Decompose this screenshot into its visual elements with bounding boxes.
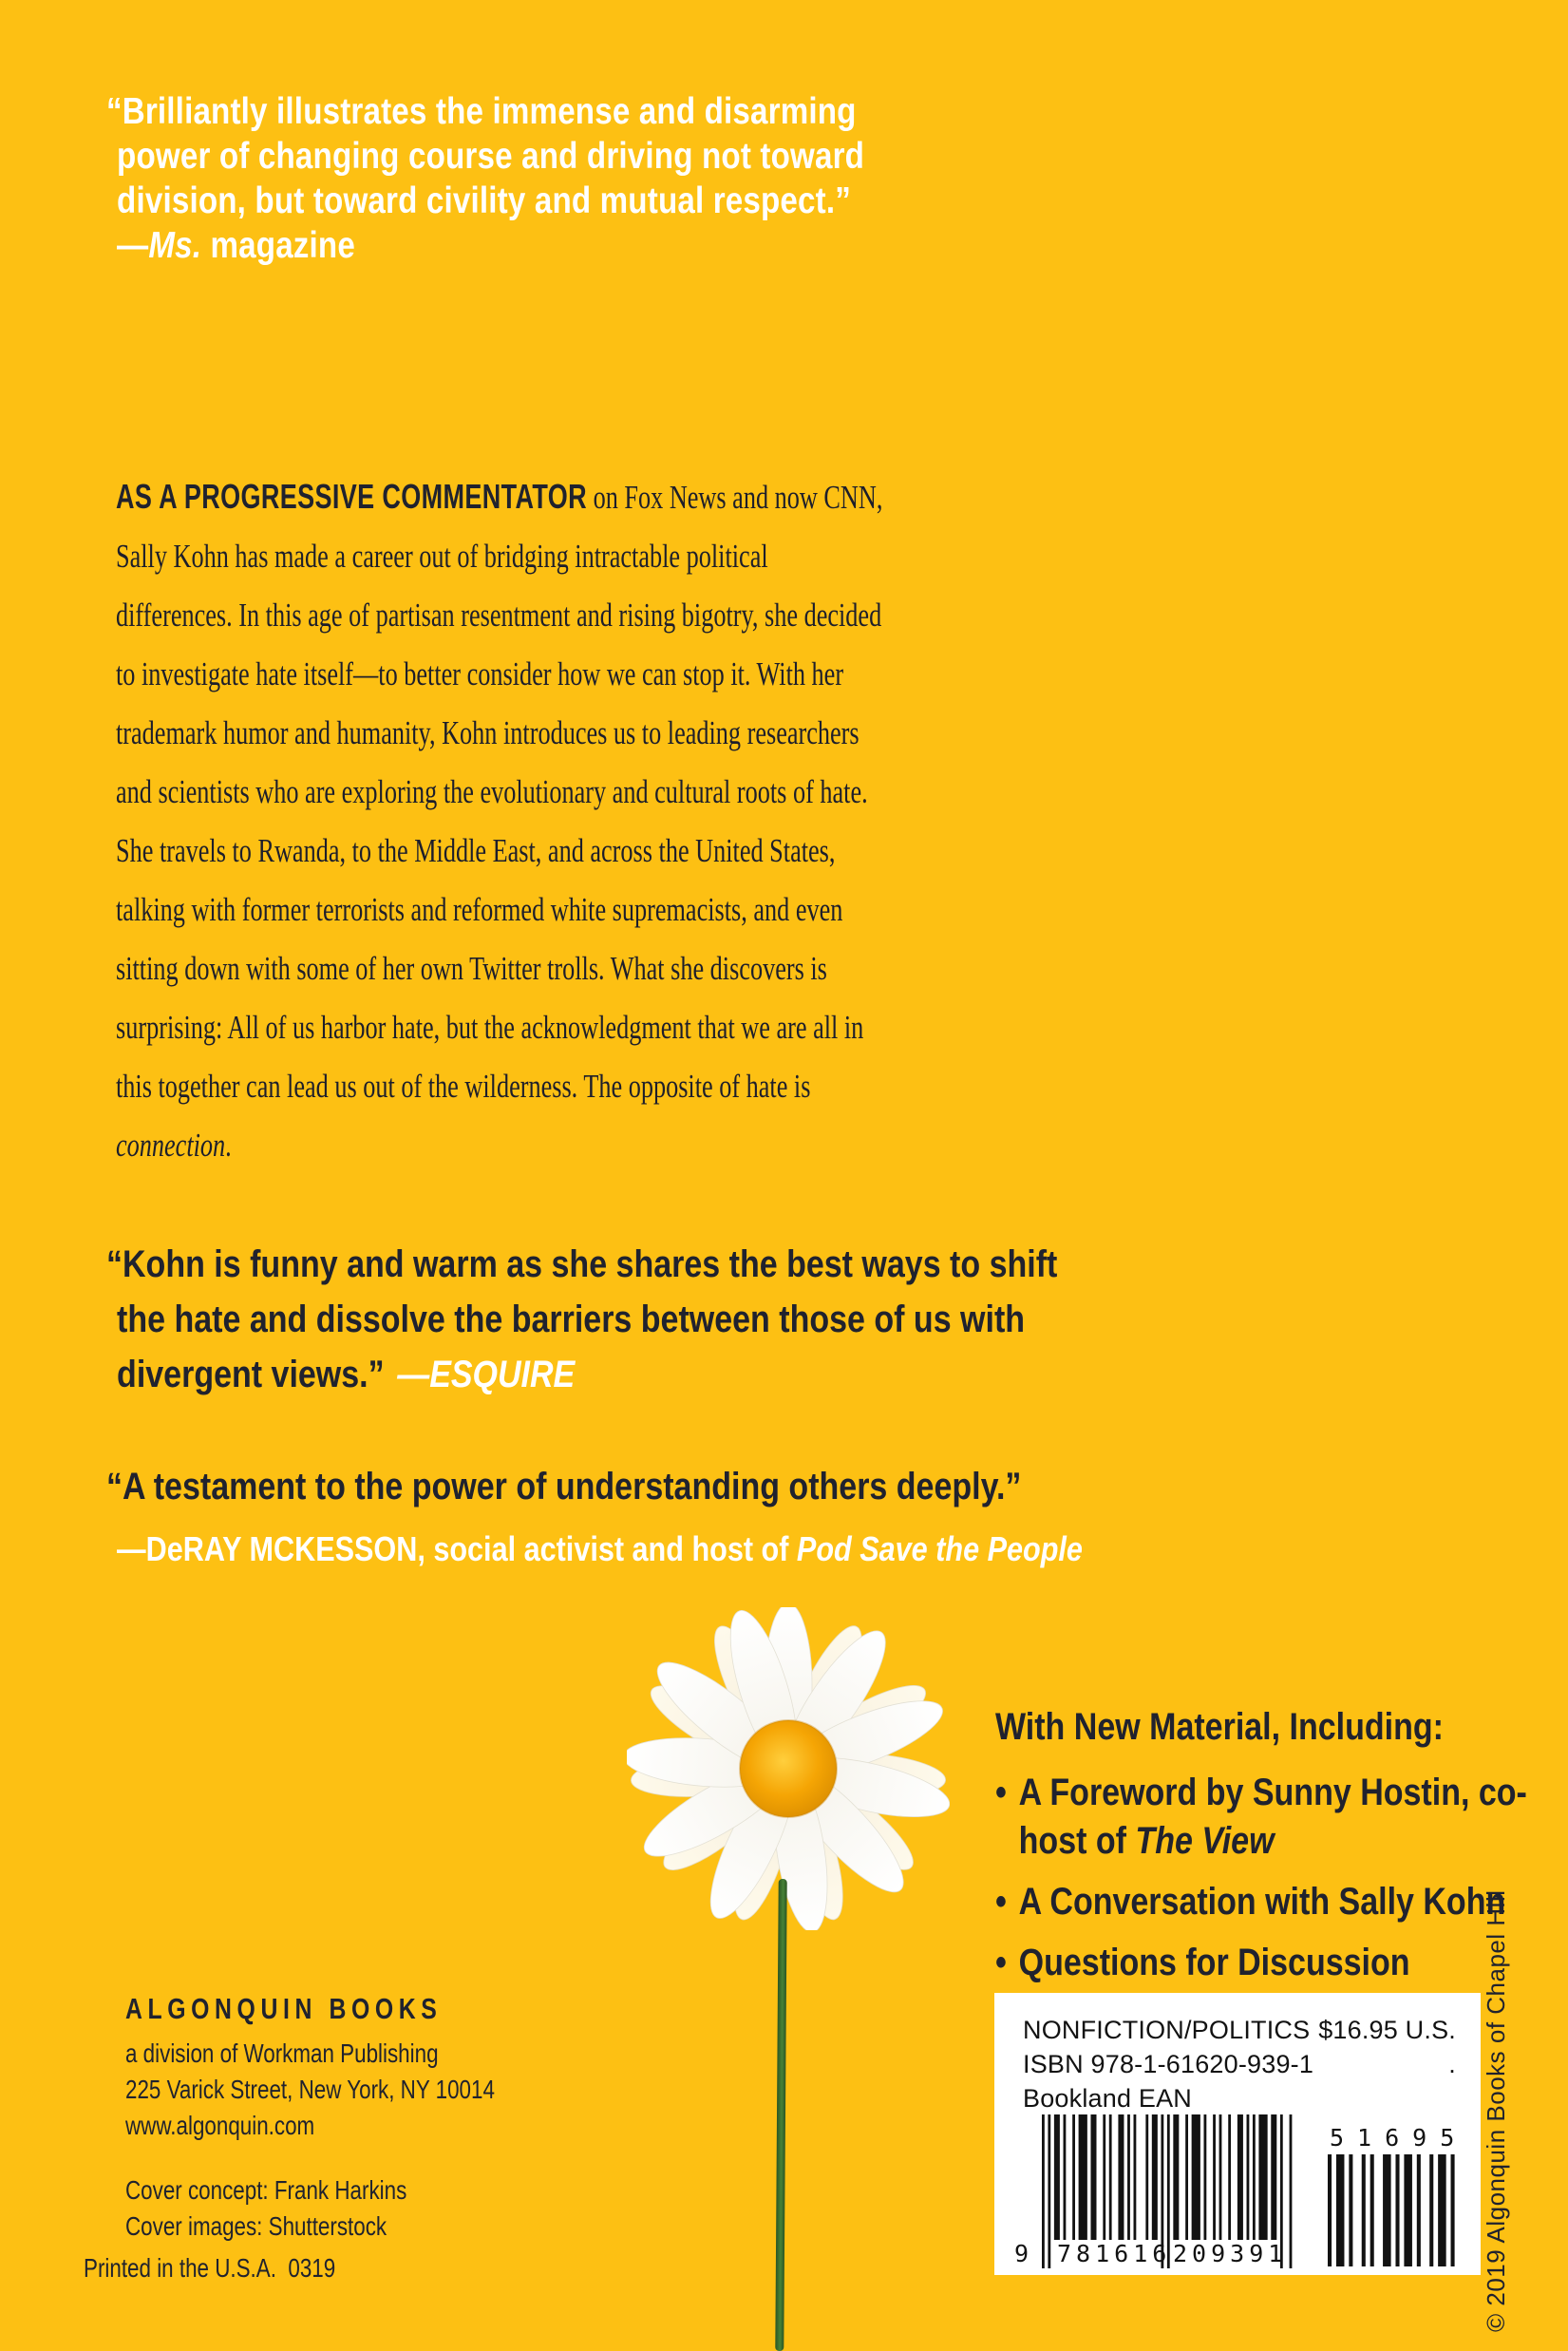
daisy-flower-image [627,1607,950,1930]
quote-attribution: —Ms. magazine [117,225,355,266]
quote-line: division, but toward civility and mutual respect.” [117,180,851,221]
barcode-panel [994,1993,1481,2275]
quote-line: “Kohn is funny and warm as she shares the best ways to shift [106,1243,1058,1285]
new-material-block [995,1703,1532,2000]
quote-line: “Brilliantly illustrates the immense and disarming [106,91,857,132]
publisher-division: a division of Workman Publishing [125,2038,439,2068]
show-title-italic: The View [1135,1820,1275,1862]
list-item: • A Foreword by Sunny Hostin, co-host of The View [995,1769,1528,1866]
copyright-vertical-text: © 2019 Algonquin Books of Chapel Hill [1482,1889,1510,2332]
publisher-name: ALGONQUIN BOOKS [125,1992,443,2025]
barcode-price: $16.95 U.S. [1318,2016,1456,2044]
quote-line: “A testament to the power of understanding others deeply.” [106,1466,1022,1507]
publisher-address: 225 Varick Street, New York, NY 10014 [125,2075,495,2104]
barcode-digits: 781616 [1057,2240,1172,2267]
paragraph-leadin: AS A PROGRESSIVE COMMENTATOR [116,477,588,516]
barcode-isbn: ISBN 978-1-61620-939-1 [1023,2050,1314,2078]
barcode-digits: 209391 [1173,2240,1288,2267]
quote-line: the hate and dissolve the barriers between those of us with [117,1299,1026,1340]
deray-attribution: —DeRAY MCKESSON, social activist and host of Pod Save the People [117,1529,1083,1568]
source-name: Ms. [148,225,202,266]
deray-review-quote [106,1463,1237,1573]
barcode-format-label: Bookland EAN [1023,2084,1193,2113]
cover-images-credit: Cover images: Shutterstock [125,2211,387,2241]
barcode-addon-digits: 51695 [1330,2124,1468,2152]
paragraph-italic-word: connection [116,1127,226,1164]
barcode-digits: 9 [1014,2240,1030,2267]
publisher-block [125,1991,596,2245]
show-title-italic: Pod Save the People [796,1529,1083,1568]
barcode-addon-image [1328,2124,1468,2268]
quote-line: divergent views.” —ESQUIRE [117,1354,576,1395]
new-material-heading: With New Material, Including: [995,1706,1444,1748]
barcode-category: NONFICTION/POLITICS [1023,2016,1311,2044]
book-description-paragraph: AS A PROGRESSIVE COMMENTATOR on Fox News and now CNN, Sally Kohn has made a career out of bridging intractable political differences. In this age of partisan resentment and rising bigotry, she decided to investigate hate itself—to better consider how we can stop it. With her trademark humor and humanity, Kohn introduces us to leading researchers and scientists who are exploring the evolutionary and cultural roots of hate. She travels to Rwanda, to the Middle East, and across the United States, talking with former terrorists and reformed white supremacists, and even sitting down with some of her own Twitter trolls. What she discovers is surprising: All of us harbor hate, but the acknowledgment that we are all in this together can lead us out of the wilderness. The opposite of hate is connection. [116,477,883,1164]
barcode-dot: . [1448,2050,1456,2078]
bullet-icon: • [995,1942,1007,1983]
ean-barcode-image [1014,2114,1295,2270]
esquire-review-quote [106,1237,1237,1402]
cover-concept-credit: Cover concept: Frank Harkins [125,2175,407,2205]
paragraph-text: on Fox News and now CNN, Sally Kohn has made a career out of bridging intractable political differences. In this age of partisan resentment and rising bigotry, she decided to investigate hate itself—to better consider how we can stop it. With her trademark humor and humanity, Kohn introduces us to leading researchers and scientists who are exploring the evolutionary and cultural roots of hate. She travels to Rwanda, to the Middle East, and across the United States, talking with former terrorists and reformed white supremacists, and even sitting down with some of her own Twitter trolls. What she discovers is surprising: All of us harbor hate, but the acknowledgment that we are all in this together can lead us out of the wilderness. The opposite of hate is [116,479,883,1105]
printed-note: Printed in the U.S.A. 0319 [84,2253,336,2283]
list-item: • A Conversation with Sally Kohn [995,1878,1528,1926]
daisy-stem [775,1879,786,2351]
list-item: • Questions for Discussion [995,1939,1528,1987]
bullet-icon: • [995,1772,1007,1813]
top-review-quote [106,89,994,268]
bullet-icon: • [995,1881,1007,1923]
publisher-website: www.algonquin.com [125,2111,315,2140]
quote-line: power of changing course and driving not toward [117,136,865,177]
esquire-attribution: —ESQUIRE [397,1354,576,1395]
